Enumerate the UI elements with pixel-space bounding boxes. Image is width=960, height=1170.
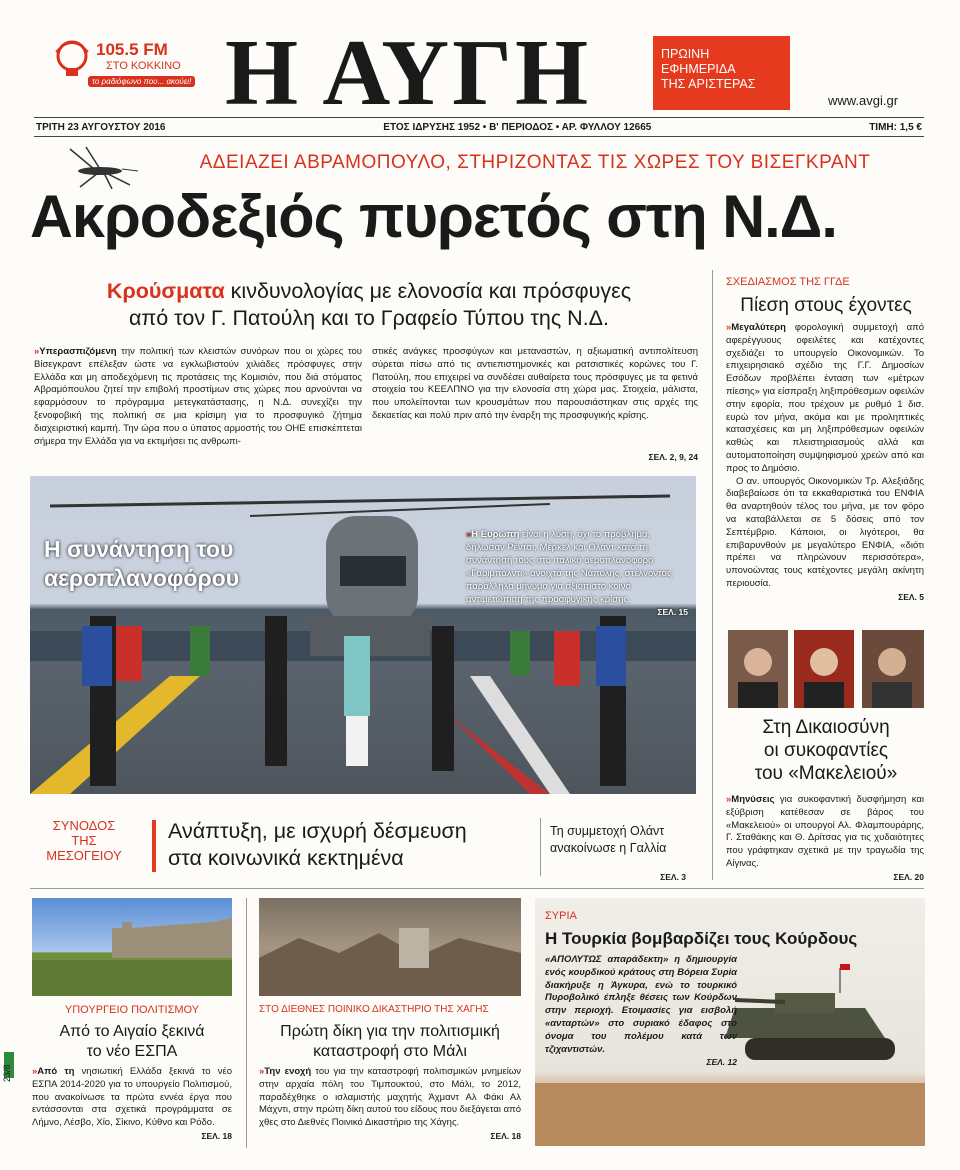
castle-photo bbox=[32, 898, 232, 996]
syria-headline: Η Τουρκία βομβαρδίζει τους Κούρδους bbox=[545, 929, 858, 948]
photo-title-line: αεροπλανοφόρου bbox=[44, 565, 240, 591]
photo-caption bbox=[466, 528, 688, 619]
tax-headline: Πίεση στους έχοντες bbox=[740, 295, 912, 316]
culture-label: ΥΠΟΥΡΓΕΙΟ ΠΟΛΙΤΙΣΜΟΥ bbox=[64, 1004, 200, 1016]
summit-label bbox=[34, 818, 134, 863]
arrow-icon: » bbox=[32, 1066, 38, 1077]
justice-headline-line: του «Μακελειού» bbox=[754, 763, 898, 784]
dateline-bar bbox=[34, 117, 924, 137]
page-ref: ΣΕΛ. 3 bbox=[660, 872, 686, 882]
website-link[interactable]: www.avgi.gr bbox=[828, 93, 899, 108]
lead-deck bbox=[34, 278, 704, 332]
minister-faces-icon bbox=[728, 630, 924, 708]
page-ref: ΣΕΛ. 18 bbox=[490, 1130, 521, 1141]
culture-text: νησιωτική Ελλάδα ξεκινά το νέο ΕΣΠΑ 2014-2020 για το υπουργείο Πολιτισμού, που ανακοίνωσε τα πρώτα εννέα έργα που εντάσσονται στα σχετικά προγράμματα σε Λήμνο, Λέσβο, Χίο, Σίκινο, Κύθνο και Ρόδο. bbox=[32, 1066, 232, 1129]
culture-headline-line: Από το Αιγαίο ξεκινά bbox=[59, 1023, 205, 1040]
page-ref: ΣΕΛ. 18 bbox=[201, 1130, 232, 1141]
aircraft-carrier-photo bbox=[30, 476, 696, 794]
tax-text-2: Ο αν. υπουργός Οικονομικών Τρ. Αλεξιάδης διαβεβαίωσε ότι τα εκκαθαριστικά του ΕΝΦΙΑ θα αναρτηθούν τέλος του μήνα, με τον φόρο να καταβάλλεται σε 5 δόσεις από τον Σεπτέμβριο. Κάποιοι, οι λιγότεροι, θα επιβαρυνθούν με μεγαλύτερο ΕΝΦΙΑ, «διότι πρέπει να πληρώνουν περισσότερα», υπονοώντας τους κατέχοντες μεγάλη ακίνητη περιουσία. bbox=[726, 475, 924, 589]
issue-date: ΤΡΙΤΗ 23 ΑΥΓΟΥΣΤΟΥ 2016 bbox=[36, 121, 166, 133]
mali-headline bbox=[259, 1022, 521, 1062]
tax-lead: Μεγαλύτερη bbox=[731, 322, 786, 333]
justice-headline bbox=[726, 716, 926, 785]
radio-name: ΣΤΟ ΚΟΚΚΙΝΟ bbox=[106, 60, 181, 72]
helicopter-scene-icon bbox=[30, 476, 696, 794]
section-rule bbox=[30, 888, 924, 889]
justice-lead: Μηνύσεις bbox=[731, 794, 775, 805]
culture-body bbox=[32, 1066, 232, 1143]
photo-story-title bbox=[44, 535, 239, 593]
arrow-icon: » bbox=[726, 322, 732, 333]
ruins-photo bbox=[259, 898, 521, 996]
culture-headline bbox=[32, 1022, 232, 1062]
tagline-line: ΠΡΩΙΝΗ bbox=[661, 47, 710, 61]
lead-headline: Ακροδεξιός πυρετός στη Ν.Δ. bbox=[30, 183, 837, 250]
page-ref: ΣΕΛ. 20 bbox=[893, 871, 924, 882]
justice-text: για συκοφαντική δυσφήμηση και εξύβριση κατέθεσαν σε βάρος του «Μακελειού» οι υπουργοί Αλ. Φλαμπουράρης, Γ. Σταθάκης και Θ. Δρίτσας για τις χυδαιότητες που γράφτηκαν σχετικά με την τραγωδία της Αίγινας. bbox=[726, 794, 924, 869]
arrow-icon: » bbox=[726, 794, 732, 805]
tax-text: φορολογική συμμετοχή από αφερέγγυους οφειλέτες και κατέχοντες σχεδιάζει το υπουργείο Οικονομικών. Το επιχειρησιακό σχέδιο της Γ.Γ. Δημοσίων Εσόδων προβλέπει ένταση των «μέτρων πίεσης» για είσπραξη ληξιπρόθεσμων οφειλών στην εφορία, που τρέχουν με ρυθμό 1 δισ. ευρώ τον μήνα, ακόμα και με προληπτικές κατασχέσεις και μη ληξιπρόθεσμων οφειλών καθώς και πλειστηριασμούς αλλά και αυτοματοποίηση συμψηφισμού χρεών από και προς το Δημόσιο. bbox=[726, 322, 924, 474]
mali-headline-line: Πρώτη δίκη για την πολιτισμική bbox=[280, 1023, 500, 1040]
arrow-icon: » bbox=[34, 346, 40, 357]
tagline-box bbox=[653, 36, 790, 110]
page-ref: ΣΕΛ. 15 bbox=[657, 607, 688, 617]
deck-highlight: Κρούσματα bbox=[106, 279, 225, 303]
syria-text: «ΑΠΟΛΥΤΩΣ απαράδεκτη» η δημιουργία ενός κουρδικού κράτους στη Βόρεια Συρία διακήρυξε η Άγκυρα, ενώ το τουρκικό Πυροβολικό έπληξε θέσεις των Κούρδων στην περιοχή. Ετοιμασίες για εισβολή «ανταρτών» στο συριακό έδαφος στο όνομα του πολέμου κατά των τζιχαντιστών. bbox=[545, 954, 737, 1055]
radio-slogan: το ραδιόφωνο που... ακούει! bbox=[88, 76, 195, 87]
summit-accent-bar bbox=[152, 820, 156, 872]
lead-column-1 bbox=[34, 346, 362, 448]
mali-label: ΣΤΟ ΔΙΕΘΝΕΣ ΠΟΙΝΙΚΟ ΔΙΚΑΣΤΗΡΙΟ ΤΗΣ ΧΑΓΗΣ bbox=[259, 1004, 489, 1015]
syria-label: ΣΥΡΙΑ bbox=[545, 910, 577, 922]
newspaper-title: Η ΑΥΓΗ bbox=[225, 21, 592, 125]
page-ref: ΣΕΛ. 12 bbox=[706, 1057, 737, 1068]
photo-title-line: Η συνάντηση του bbox=[44, 536, 234, 562]
page-ref: ΣΕΛ. 5 bbox=[898, 591, 924, 602]
summit-label-line: ΜΕΣΟΓΕΙΟΥ bbox=[46, 848, 122, 863]
culture-lead: Από τη bbox=[37, 1066, 75, 1077]
radio-frequency: 105.5 FM bbox=[96, 40, 168, 59]
castle-icon bbox=[32, 898, 232, 996]
lead-intro: Υπερασπιζόμενη bbox=[39, 346, 117, 357]
summit-divider bbox=[540, 818, 541, 876]
culture-headline-line: το νέο ΕΣΠΑ bbox=[86, 1043, 178, 1060]
lead-column-2 bbox=[372, 346, 698, 423]
justice-body bbox=[726, 794, 924, 884]
tax-label: ΣΧΕΔΙΑΣΜΟΣ ΤΗΣ ΓΓΔΕ bbox=[726, 276, 850, 288]
page-ref: ΣΕΛ. 2, 9, 24 bbox=[648, 452, 698, 462]
summit-headline bbox=[168, 818, 467, 872]
mali-headline-line: καταστροφή στο Μάλι bbox=[313, 1043, 467, 1060]
tax-body bbox=[726, 322, 924, 604]
arrow-icon: » bbox=[259, 1066, 265, 1077]
mali-lead: Την ενοχή bbox=[264, 1066, 312, 1077]
price: ΤΙΜΗ: 1,5 € bbox=[869, 121, 922, 133]
issue-info: ΕΤΟΣ ΙΔΡΥΣΗΣ 1952 • Β' ΠΕΡΙΟΔΟΣ • ΑΡ. ΦΥΛΛΟΥ 12665 bbox=[383, 121, 652, 133]
justice-headline-line: οι συκοφαντίες bbox=[763, 740, 889, 761]
summit-side-text: Τη συμμετοχή Ολάντ ανακοίνωσε η Γαλλία bbox=[550, 824, 667, 855]
summit-headline-line: στα κοινωνικά κεκτημένα bbox=[168, 846, 404, 870]
tagline-line: ΕΦΗΜΕΡΙΔΑ bbox=[661, 62, 736, 76]
column-divider bbox=[246, 898, 247, 1148]
lead-kicker: ΑΔΕΙΑΖΕΙ ΑΒΡΑΜΟΠΟΥΛΟ, ΣΤΗΡΙΖΟΝΤΑΣ ΤΙΣ ΧΩΡΕΣ ΤΟΥ ΒΙΣΕΓΚΡΑΝΤ bbox=[199, 152, 871, 173]
column-divider bbox=[712, 270, 713, 880]
summit-label-line: ΤΗΣ bbox=[71, 833, 97, 848]
lead-text: στικές ανάγκες προσφύγων και μεταναστών, η αξιωματική αντιπολίτευση σύρεται πίσω από τις αντιεπιστημονικές και ρατσιστικές κορώνες του Γ. Πατούλη, που επιχειρεί να συνδέσει αυθαίρετα τους πρόσφυγες με τα φετινά στοιχεία του ΚΕΕΛΠΝΟ για την ελονοσία στη χώρα μας. Στοιχεία, μάλιστα, που υπολείπονται των κρουσμάτων που παρουσιάστηκαν στις αρχές της δεκαετίας και πολύ πριν από την έναρξη της προσφυγικής κρίσης. bbox=[372, 346, 698, 421]
margin-date: 23/8 bbox=[2, 1064, 12, 1082]
summit-label-line: ΣΥΝΟΔΟΣ bbox=[52, 818, 116, 833]
caption-text: είναι η λύση, όχι το πρόβλημα, δήλωσαν Ρέντσι, Μέρκελ και Ολάντ κατά τη συνάντησή τους στο ιταλικό αεροπλανοφόρο «Γαριμπάλντι» ανοιχτά της Νάπολης, στέλνοντας παράλληλα μήνυμα για αξιόπιστο κοινό αντιμετώπιση της προσφυγικής κρίσης. bbox=[466, 529, 672, 605]
summit-headline-line: Ανάπτυξη, με ισχυρή δέσμευση bbox=[168, 819, 467, 843]
mali-body bbox=[259, 1066, 521, 1143]
deck-line: από τον Γ. Πατούλη και το Γραφείο Τύπου της Ν.Δ. bbox=[128, 306, 610, 330]
syria-body bbox=[545, 954, 737, 1069]
mali-text: του για την καταστροφή πολιτισμικών μνημείων στην αρχαία πόλη του Τιμπουκτού, στο Μάλι, το 2012, παραδέχθηκε ο ισλαμιστής μαχητής Άχμαντ Αλ Φάκι Αλ Μάχντι, στην πρώτη δίκη αυτού του είδους που διεξάγεται από χθες στο Διεθνές Ποινικό Δικαστήριο της Χάγης. bbox=[259, 1066, 521, 1129]
tagline-line: ΤΗΣ ΑΡΙΣΤΕΡΑΣ bbox=[661, 77, 756, 91]
caption-lead: Η Ευρώπη bbox=[471, 529, 520, 540]
lead-text: την πολιτική των κλειστών συνόρων που οι χώρες του Βίσεγκραντ επέλεξαν ώστε να εγκλωβιστούν χιλιάδες πρόσφυγες στην Ελλάδα και μη αποδεχόμενη τις προτάσεις της Κομισιόν, που διά στόματος Αβραμόπουλου ζητεί την επιβολή προστίμων στις χώρες που αρνούνται να εφαρμόσουν το πρόγραμμα μετεγκατάστασης, η Ν.Δ. συνεχίζει την ξενοφοβική της πολιτική σε μια κρίσιμη για το προσφυγικό ζήτημα διαχειριστική καμπή. Την ώρα που ο ύπατος αρμοστής του ΟΗΕ επισκέπτεται σήμερα την Ελλάδα για να εκτιμήσει τις ανθρωπι- bbox=[34, 346, 362, 447]
arrow-icon: » bbox=[466, 529, 472, 540]
justice-headline-line: Στη Δικαιοσύνη bbox=[762, 717, 890, 738]
ruins-icon bbox=[259, 898, 521, 996]
radio-bulb-icon bbox=[52, 38, 92, 82]
deck-line: κινδυνολογίας με ελονοσία και πρόσφυγες bbox=[224, 279, 632, 303]
